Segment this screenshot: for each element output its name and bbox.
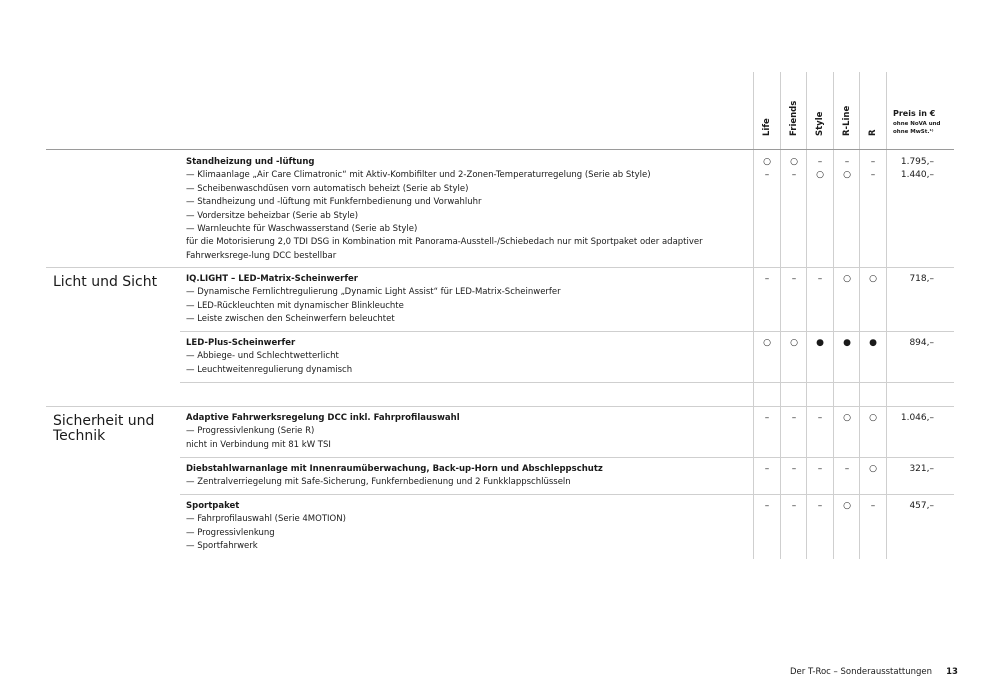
availability-r-line: – — [844, 464, 850, 474]
column-divider — [806, 72, 807, 559]
availability-style: ○ — [816, 170, 824, 180]
availability-r-line: ○ — [843, 274, 851, 284]
availability-life: – — [764, 274, 770, 284]
option-feature: — Progressivlenkung — [186, 527, 275, 538]
column-header-r: R — [868, 129, 878, 136]
option-note: für die Motorisierung 2,0 TDI DSG in Kombination mit Panorama-Ausstell-/Schiebedach nur mit Sportpaket oder adaptiver Fahrwerksrege-lung DCC bestellbar — [186, 237, 703, 261]
availability-r-line: ● — [843, 338, 851, 348]
availability-life: – — [764, 464, 770, 474]
option-price: 718,– — [909, 274, 934, 284]
availability-friends: – — [791, 464, 797, 474]
option-feature: — Klimaanlage „Air Care Climatronic“ mit Aktiv-Kombifilter und 2-Zonen-Temperaturregelung (Serie ab Style) — [186, 170, 651, 181]
row-rule — [46, 267, 954, 268]
price-header-title: Preis in € — [893, 109, 936, 118]
price-header-subtitle: ohne NoVA und ohne MwSt.¹⁾ — [893, 121, 941, 135]
option-title: Adaptive Fahrwerksregelung DCC inkl. Fahrprofilauswahl — [186, 413, 460, 423]
row-rule — [180, 494, 954, 495]
option-price: 1.795,– — [900, 157, 934, 167]
availability-life: – — [764, 170, 770, 180]
option-feature: — Fahrprofilauswahl (Serie 4MOTION) — [186, 514, 346, 525]
availability-friends: ○ — [790, 338, 798, 348]
availability-style: – — [817, 157, 823, 167]
availability-r-line: – — [844, 157, 850, 167]
option-item-standheizung — [186, 156, 750, 263]
column-divider — [859, 72, 860, 559]
column-header-friends: Friends — [789, 100, 799, 136]
price-header — [893, 109, 955, 136]
availability-friends: – — [791, 170, 797, 180]
option-price: 457,– — [909, 501, 934, 511]
availability-friends: – — [791, 274, 797, 284]
availability-r: – — [870, 170, 876, 180]
option-price: 894,– — [909, 338, 934, 348]
column-header-life: Life — [762, 118, 772, 136]
availability-style: – — [817, 274, 823, 284]
header-rule — [46, 149, 954, 150]
option-feature: — Progressivlenkung (Serie R) — [186, 426, 315, 437]
option-feature: — Abbiege- und Schlechtwetterlicht — [186, 351, 339, 362]
option-price: 321,– — [909, 464, 934, 474]
option-feature: — Leiste zwischen den Scheinwerfern beleuchtet — [186, 314, 395, 325]
footer-text: Der T-Roc – Sonderausstattungen — [790, 667, 933, 677]
option-title: LED-Plus-Scheinwerfer — [186, 338, 296, 348]
availability-life: ○ — [763, 157, 771, 167]
option-note: nicht in Verbindung mit 81 kW TSI — [186, 439, 331, 450]
availability-r-line: ○ — [843, 501, 851, 511]
row-rule — [46, 406, 954, 407]
option-item-led-plus — [186, 337, 750, 377]
column-divider — [753, 72, 754, 559]
option-item-iq-light — [186, 273, 750, 327]
availability-r-line: ○ — [843, 413, 851, 423]
availability-style: – — [817, 464, 823, 474]
option-item-diebstahlwarnanlage — [186, 463, 750, 490]
option-title: Standheizung und -lüftung — [186, 157, 315, 167]
option-price: 1.046,– — [900, 413, 934, 423]
option-feature: — Vordersitze beheizbar (Serie ab Style) — [186, 210, 359, 221]
column-divider — [833, 72, 834, 559]
option-item-sportpaket — [186, 500, 750, 554]
availability-friends: ○ — [790, 157, 798, 167]
availability-friends: – — [791, 413, 797, 423]
option-title: Diebstahlwarnanlage mit Innenraumüberwachung, Back-up-Horn und Abschleppschutz — [186, 464, 603, 474]
row-rule — [180, 382, 954, 383]
availability-r: ○ — [869, 413, 877, 423]
page-footer — [790, 667, 958, 677]
column-header-style: Style — [815, 111, 825, 136]
option-title: Sportpaket — [186, 501, 240, 511]
option-item-dcc — [186, 412, 750, 452]
availability-r: ○ — [869, 464, 877, 474]
availability-r: ○ — [869, 274, 877, 284]
option-title: IQ.LIGHT – LED-Matrix-Scheinwerfer — [186, 274, 358, 284]
section-heading-licht-und-sicht: Licht und Sicht — [53, 274, 158, 290]
availability-r-line: ○ — [843, 170, 851, 180]
availability-life: – — [764, 501, 770, 511]
option-feature: — Sportfahrwerk — [186, 541, 258, 552]
row-rule — [180, 331, 954, 332]
availability-style: – — [817, 501, 823, 511]
option-feature: — Scheibenwaschdüsen vorn automatisch beheizt (Serie ab Style) — [186, 183, 469, 194]
option-feature: — Zentralverriegelung mit Safe-Sicherung, Funkfernbedienung und 2 Funkklappschlüsseln — [186, 477, 571, 488]
availability-life: ○ — [763, 338, 771, 348]
option-feature: — LED-Rückleuchten mit dynamischer Blinkleuchte — [186, 300, 404, 311]
section-heading-sicherheit-und-technik: Sicherheit und Technik — [53, 413, 155, 444]
page-number: 13 — [946, 667, 958, 677]
availability-life: – — [764, 413, 770, 423]
availability-style: ● — [816, 338, 824, 348]
availability-r: ● — [869, 338, 877, 348]
column-divider — [780, 72, 781, 559]
availability-r: – — [870, 501, 876, 511]
option-feature: — Warnleuchte für Waschwasserstand (Serie ab Style) — [186, 224, 418, 235]
row-rule — [180, 457, 954, 458]
column-header-r-line: R-Line — [842, 105, 852, 136]
option-feature: — Dynamische Fernlichtregulierung „Dynamic Light Assist“ für LED-Matrix-Scheinwerfer — [186, 287, 561, 298]
option-feature: — Standheizung und -lüftung mit Funkfernbedienung und Vorwahluhr — [186, 197, 482, 208]
availability-friends: – — [791, 501, 797, 511]
column-divider — [886, 72, 887, 559]
option-price: 1.440,– — [900, 170, 934, 180]
option-feature: — Leuchtweitenregulierung dynamisch — [186, 364, 353, 375]
availability-r: – — [870, 157, 876, 167]
availability-style: – — [817, 413, 823, 423]
